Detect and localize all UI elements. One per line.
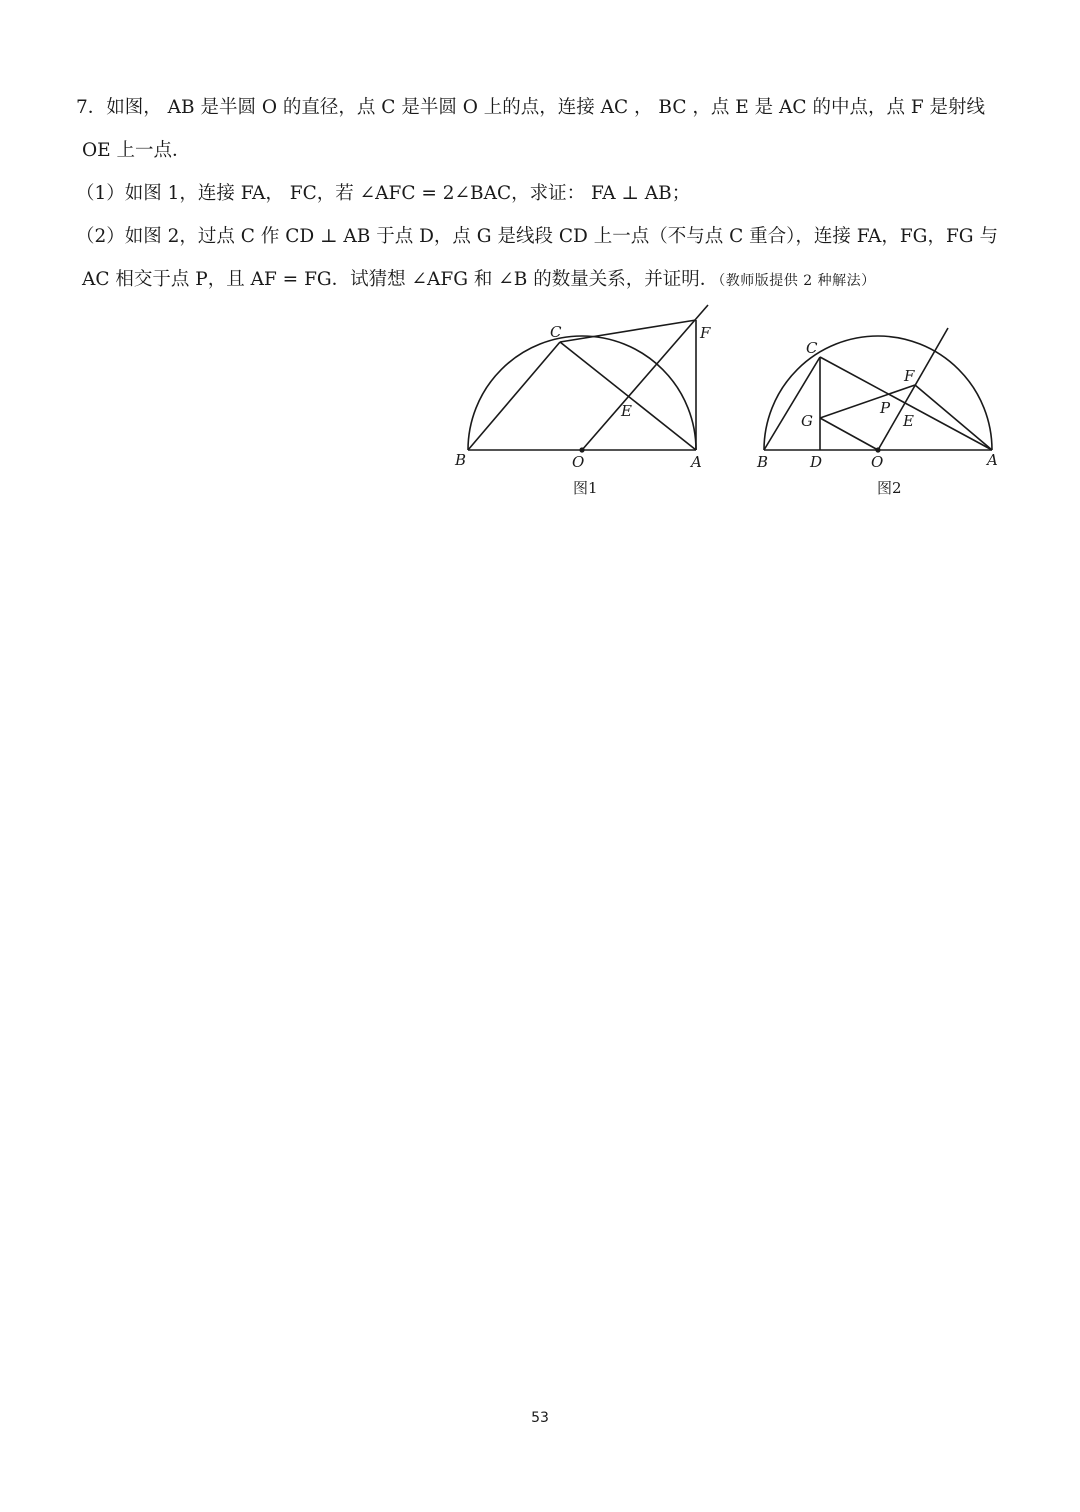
fig1-ray-oe xyxy=(582,305,708,450)
page-number: 53 xyxy=(531,1410,549,1426)
problem-stem-text-1: 如图， AB 是半圆 O 的直径，点 C 是半圆 O 上的点，连接 AC ， BC ，点 E 是 AC 的中点，点 F 是射线 xyxy=(106,97,986,118)
fig1-label-o: O xyxy=(572,453,585,471)
fig2-segment-go xyxy=(820,418,878,450)
fig2-ray-oe xyxy=(878,328,948,450)
fig1-segment-cf xyxy=(560,320,696,342)
fig2-label-f: F xyxy=(904,367,915,385)
fig1-label-c: C xyxy=(550,323,562,341)
fig2-point-o xyxy=(875,447,880,452)
fig2-segment-gf xyxy=(820,385,915,418)
problem-part-1: （1）如图 1，连接 FA， FC，若 ∠AFC = 2∠BAC，求证： FA ⊥ AB； xyxy=(76,183,691,204)
problem-stem-line-2: OE 上一点． xyxy=(82,140,191,161)
problem-part-2-line-1: （2）如图 2，过点 C 作 CD ⊥ AB 于点 D，点 G 是线段 CD 上一点（不与点 C 重合），连接 FA，FG，FG 与 xyxy=(76,226,998,247)
problem-part-2-text-2: AC 相交于点 P，且 AF = FG．试猜想 ∠AFG 和 ∠B 的数量关系，并证明． xyxy=(82,269,719,290)
problem-stem-line-1 xyxy=(76,86,1016,129)
fig2-segment-fa xyxy=(915,385,992,450)
problem-part-2-line-2 xyxy=(76,258,1016,303)
figure-2 xyxy=(764,328,992,453)
fig1-label-f: F xyxy=(700,324,711,342)
figure-2-labels xyxy=(756,339,998,497)
fig1-segment-bc xyxy=(468,342,560,450)
fig1-label-a: A xyxy=(691,453,702,471)
fig2-segment-bc xyxy=(764,357,820,450)
problem-7 xyxy=(76,86,1016,303)
fig2-label-b: B xyxy=(757,453,769,471)
fig1-label-b: B xyxy=(455,451,467,469)
fig1-segment-ca xyxy=(560,342,696,450)
fig2-label-c: C xyxy=(806,339,818,357)
fig2-label-g: G xyxy=(801,412,813,430)
fig2-label-d: D xyxy=(810,453,823,471)
fig2-label-e: E xyxy=(903,412,914,430)
fig2-label-o: O xyxy=(871,453,884,471)
fig1-caption: 图1 xyxy=(573,479,598,497)
fig2-caption: 图2 xyxy=(877,479,902,497)
fig2-semicircle xyxy=(764,336,992,450)
fig2-label-p: P xyxy=(880,399,891,417)
fig1-semicircle xyxy=(468,336,696,450)
figure-1-labels xyxy=(454,323,711,497)
fig2-segment-ca xyxy=(820,357,992,450)
teacher-note: （教师版提供 2 种解法） xyxy=(718,273,876,289)
fig2-label-a: A xyxy=(987,451,998,469)
fig1-label-e: E xyxy=(621,402,632,420)
problem-number: 7． xyxy=(76,97,107,118)
fig1-point-o xyxy=(579,447,584,452)
figure-1 xyxy=(468,305,708,453)
